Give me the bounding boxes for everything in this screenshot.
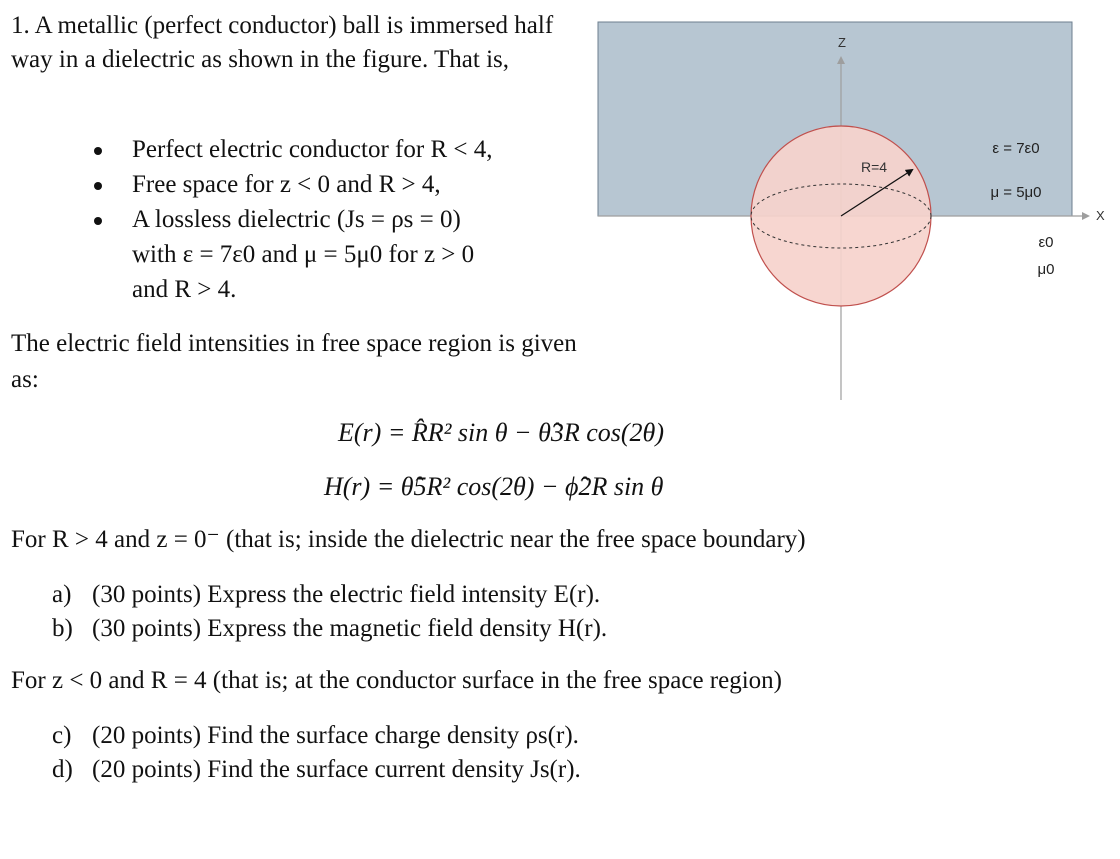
ball-in-dielectric-figure [590,0,1120,420]
bullet-dot [94,182,102,190]
part-c-label: c) [52,722,72,749]
given-text: The electric field intensities in free space region is given as: [11,330,577,393]
magnetic-field-equation: H(r) = θ̂5R² cos(2θ) − ϕ̂2R sin θ [324,472,664,501]
condition-1: For R > 4 and z = 0⁻ (that is; inside the dielectric near the free space boundary) [11,526,806,553]
part-c-text: (20 points) Find the surface charge density ρs(r). [92,722,579,749]
dielectric-permeability-label: μ = 5μ0 [990,184,1042,201]
bullet-text: with ε = 7ε0 and μ = 5μ0 for z > 0 [132,241,475,268]
bullet-text: Perfect electric conductor for R < 4, [132,136,493,163]
bullet-dot [94,147,102,155]
bullet-item [90,132,492,167]
bullet-text: Free space for z < 0 and R > 4, [132,171,441,198]
part-a [52,578,600,612]
part-b [52,612,607,646]
bullet-item-continuation [90,272,492,307]
conditions-list [90,132,492,307]
part-a-text: (30 points) Express the electric field intensity E(r). [92,581,601,608]
x-axis-label: X [1096,208,1105,223]
part-d [52,753,581,787]
bullet-item [90,167,492,202]
part-d-label: d) [52,756,73,783]
radius-label: R=4 [860,159,888,175]
bullet-text: and R > 4. [132,276,237,303]
problem-intro: 1. A metallic (perfect conductor) ball is immersed half way in a dielectric as shown in the figure. That is, [11,12,554,73]
part-a-label: a) [52,581,72,608]
part-d-text: (20 points) Find the surface current density Js(r). [92,756,581,783]
free-space-permeability-label: μ0 [1037,261,1055,278]
part-b-label: b) [52,615,73,642]
electric-field-equation: E(r) = R̂R² sin θ − θ̂3R cos(2θ) [338,418,664,447]
bullet-item-continuation [90,237,492,272]
part-c [52,719,579,753]
bullet-text: A lossless dielectric (Js = ρs = 0) [132,206,461,233]
free-space-permittivity-label: ε0 [1038,234,1054,251]
z-axis-label: Z [838,35,846,50]
dielectric-permittivity-label: ε = 7ε0 [992,140,1040,157]
bullet-dot [94,217,102,225]
condition-2: For z < 0 and R = 4 (that is; at the conductor surface in the free space region) [11,667,782,694]
part-b-text: (30 points) Express the magnetic field density H(r). [92,615,608,642]
bullet-item [90,202,492,237]
